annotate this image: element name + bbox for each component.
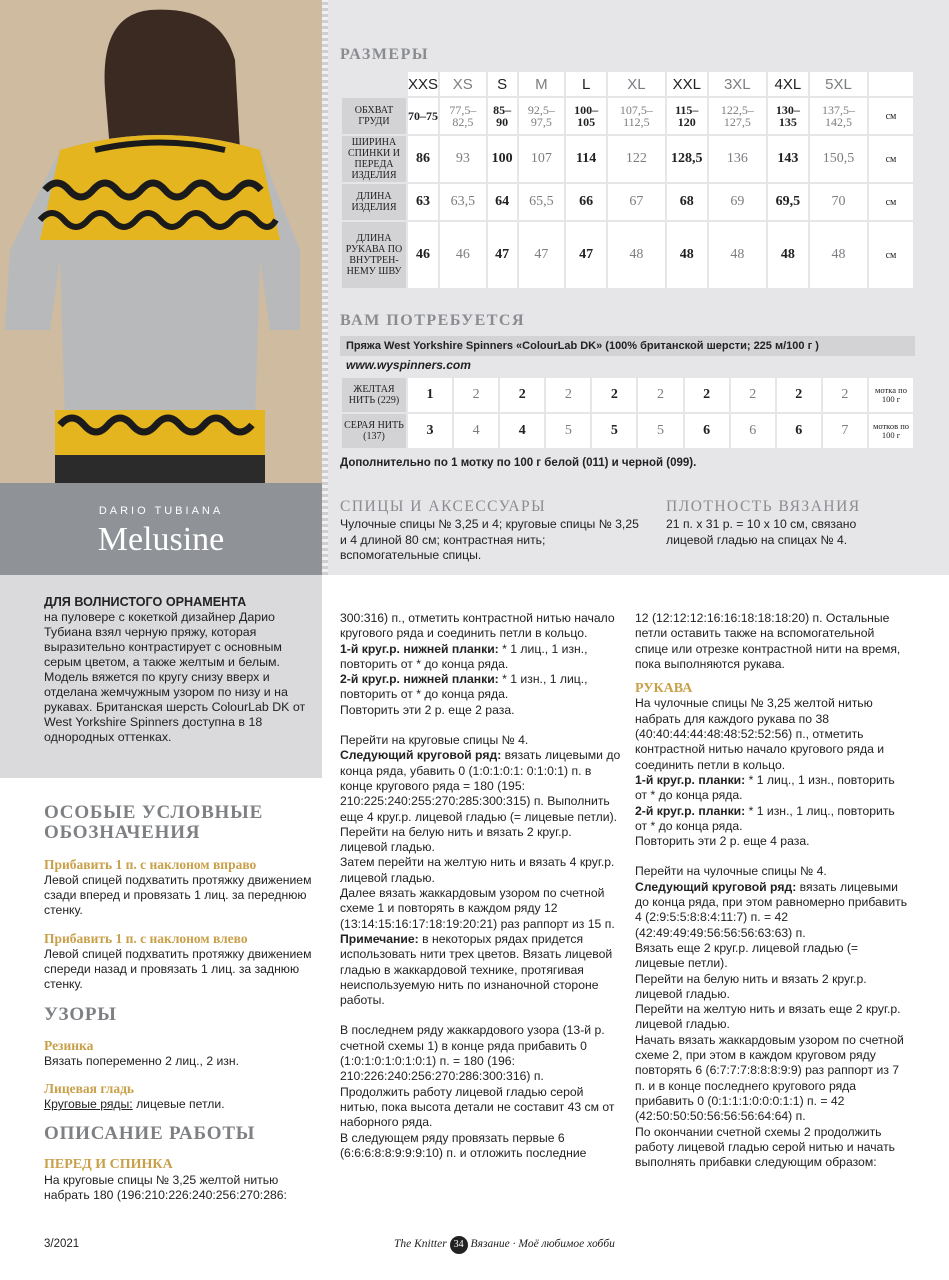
cell: 2 [500, 378, 544, 412]
cell: 68 [667, 184, 707, 220]
para [635, 773, 910, 804]
unit: см [869, 136, 913, 182]
body-text: На круговые спицы № 3,25 желтой нитью набрать 180 (196:210:226:240:256:270:286: [44, 1172, 287, 1202]
chest-row [342, 98, 913, 134]
rounds-label: Круговые ряды: [44, 1097, 133, 1112]
cell: 69 [709, 184, 766, 220]
cell: 86 [408, 136, 438, 182]
unit: см [869, 184, 913, 220]
sizes-table [340, 70, 915, 290]
cell: 143 [768, 136, 808, 182]
cell: 100 [488, 136, 517, 182]
rib-text: Вязать попеременно 2 лиц., 2 изн. [44, 1054, 239, 1069]
cell: 122,5–127,5 [709, 98, 766, 134]
size-xxs: XXS [408, 72, 438, 96]
bold-lead: 2-й круг.р. планки: [635, 803, 746, 818]
para: 300:316) п., отметить контрастной нитью начало кругового ряда и соединить петли в кольцо. [340, 611, 615, 641]
magazine-name: The Knitter [394, 1238, 447, 1250]
para: Перейти на желтую нить и вязать еще 2 круг.р. лицевой гладью. [635, 1002, 901, 1032]
cell: 6 [685, 414, 729, 448]
cell: 137,5–142,5 [810, 98, 867, 134]
para: Перейти на чулочные спицы № 4. [635, 864, 827, 879]
cell: 48 [608, 222, 665, 288]
grey-row [342, 414, 913, 448]
para: В последнем ряду жаккардового узора (13-й р. счетной схемы 1) в конце ряда прибавить 0 (1:0:1:0:1:0:1:0:1) п. = 180 (196: 210:226:240:256:270:286:300:316) п. [340, 1023, 605, 1084]
para: Продолжить работу лицевой гладью серой нитью, пока высота детали не составит 43 см от наборного ряда. [340, 1084, 615, 1130]
cell: 69,5 [768, 184, 808, 220]
cell: 92,5–97,5 [519, 98, 565, 134]
unit: см [869, 222, 913, 288]
row-label: ШИРИНА СПИНКИ И ПЕРЕДА ИЗДЕЛИЯ [342, 136, 406, 182]
para [340, 748, 622, 824]
cell: 2 [777, 378, 821, 412]
size-3xl: 3XL [709, 72, 766, 96]
cell: 93 [440, 136, 486, 182]
width-row [342, 136, 913, 182]
cell: 128,5 [667, 136, 707, 182]
cell: 2 [454, 378, 498, 412]
abbr-title: ОСОБЫЕ УСЛОВНЫЕ ОБОЗНАЧЕНИЯ [44, 802, 264, 843]
footer-masthead [394, 1236, 615, 1254]
stockinette-text [44, 1097, 314, 1112]
para-text: вязать лицевыми до конца ряда, при этом равномерно прибавить 4 (2:9:5:5:8:8:4:11:7) п. = 42 (42:49:49:49:56:56:56:63:63) п. [635, 879, 908, 940]
work-title: ОПИСАНИЕ РАБОТЫ [44, 1122, 256, 1144]
para-text: в некоторых рядах придется использовать нити трех цветов. Вязать лицевой гладью в жаккардовой технике, протягивая неиспользуемую нить по изнаночной стороне работы. [340, 931, 613, 1008]
cell: 122 [608, 136, 665, 182]
para [340, 672, 622, 703]
page-number: 34 [450, 1236, 468, 1254]
rounds-text: лицевые петли. [132, 1097, 225, 1112]
cell: 115–120 [667, 98, 707, 134]
issue-number: 3/2021 [44, 1238, 80, 1250]
bold-lead: 1-й круг.р. планки: [635, 772, 746, 787]
cell: 107,5–112,5 [608, 98, 665, 134]
para: По окончании счетной схемы 2 продолжить работу лицевой гладью серой нитью и начать выполнять прибавки следующим образом: [635, 1124, 895, 1170]
para: Далее вязать жаккардовым узором по счетной схеме 1 и повторять в каждом ряду 12 (13:14:15:16:17:18:19:20:21) раз раппорт из 15 п. [340, 886, 615, 931]
gauge-title: ПЛОТНОСТЬ ВЯЗАНИЯ [666, 498, 861, 515]
yarn-url: www.wyspinners.com [346, 358, 471, 372]
cell: 1 [408, 378, 452, 412]
cell: 48 [768, 222, 808, 288]
cell: 65,5 [519, 184, 565, 220]
needles-text: Чулочные спицы № 3,25 и 4; круговые спицы № 3,25 и 4 длиной 80 см; контрастная нить; вспомогательные спицы. [340, 517, 639, 562]
size-xl: XL [608, 72, 665, 96]
cell: 46 [440, 222, 486, 288]
size-4xl: 4XL [768, 72, 808, 96]
size-m: M [519, 72, 565, 96]
cell: 5 [638, 414, 682, 448]
cell: 6 [777, 414, 821, 448]
intro-lead: ДЛЯ ВОЛНИСТОГО ОРНАМЕНТА [44, 595, 247, 609]
para-text: * 1 изн., 1 лиц., повторить от * до конца ряда. [340, 672, 588, 702]
para: Перейти на круговые спицы № 4. [340, 733, 529, 748]
bold-lead: Следующий круговой ряд: [635, 879, 797, 894]
cell: 85–90 [488, 98, 517, 134]
cell: 114 [566, 136, 606, 182]
para-text: вязать лицевыми до конца ряда, убавить 0 (1:0:1:0:1: 0:1:0:1) п. в конце кругового ряда = 180 (195: 210:225:240:255:270:285:300:315) п. Выполнить еще 4 круг.р. лицевой гладью (= лицевые петли). [340, 748, 621, 824]
para: Повторить эти 2 р. еще 2 раза. [340, 702, 515, 717]
size-s: S [488, 72, 517, 96]
cell: 47 [488, 222, 517, 288]
cell: 66 [566, 184, 606, 220]
row-label: ЖЕЛТАЯ НИТЬ (229) [342, 378, 406, 412]
length-row [342, 184, 913, 220]
cell: 2 [546, 378, 590, 412]
row-label: ОБХВАТ ГРУДИ [342, 98, 406, 134]
sweater-illustration [0, 0, 322, 483]
cell: 7 [823, 414, 867, 448]
cell: 47 [519, 222, 565, 288]
cell: 70–75 [408, 98, 438, 134]
para: Повторить эти 2 р. еще 4 раза. [635, 834, 810, 849]
cell: 100–105 [566, 98, 606, 134]
row-label: ДЛИНА РУКАВА ПО ВНУТРЕН-НЕМУ ШВУ [342, 222, 406, 288]
bold-lead: Следующий круговой ряд: [340, 748, 502, 763]
cell: 6 [731, 414, 775, 448]
stockinette-title: Лицевая гладь [44, 1081, 135, 1097]
para-text: * 1 лиц., 1 изн., повторить от * до конца ряда. [340, 641, 588, 671]
cell: 77,5–82,5 [440, 98, 486, 134]
row-label: ДЛИНА ИЗДЕЛИЯ [342, 184, 406, 220]
para: Вязать еще 2 круг.р. лицевой гладью (= лицевые петли). [635, 940, 859, 971]
cell: 47 [566, 222, 606, 288]
patterns-title: УЗОРЫ [44, 1004, 117, 1026]
unit: мотков по 100 г [869, 414, 913, 448]
inc-left-text: Левой спицей подхватить протяжку движением спереди назад и провязать 1 лиц. за заднюю стенку. [44, 946, 312, 992]
sleeves-title: РУКАВА [635, 681, 693, 697]
right-column [635, 611, 910, 1170]
cell: 67 [608, 184, 665, 220]
extra-yarn: Дополнительно по 1 мотку по 100 г белой (011) и черной (099). [340, 457, 697, 469]
intro-box [0, 575, 322, 778]
para [635, 880, 910, 941]
cell: 70 [810, 184, 867, 220]
specs-panel [322, 0, 949, 575]
cell: 63,5 [440, 184, 486, 220]
para: Затем перейти на желтую нить и вязать 4 круг.р. лицевой гладью. [340, 855, 615, 885]
pattern-name: Melusine [97, 521, 225, 558]
unit: мотка по 100 г [869, 378, 913, 412]
cell: 130–135 [768, 98, 808, 134]
sleeve-row [342, 222, 913, 288]
para-text: * 1 лиц., 1 изн., повторить от * до конца ряда. [635, 772, 895, 803]
para: 12 (12:12:12:16:16:18:18:18:20) п. Остальные петли оставить также на вспомогательной спице или отрезке контрастной нити на время, пока выполняются рукава. [635, 611, 901, 671]
size-header-row [342, 72, 913, 96]
cell: 150,5 [810, 136, 867, 182]
cell: 2 [731, 378, 775, 412]
cell: 63 [408, 184, 438, 220]
para-text: * 1 изн., 1 лиц., повторить от * до конца ряда. [635, 803, 895, 833]
row-label: СЕРАЯ НИТЬ (137) [342, 414, 406, 448]
cell: 5 [592, 414, 636, 448]
materials-title: ВАМ ПОТРЕБУЕТСЯ [340, 312, 526, 329]
yarn-table [340, 376, 915, 450]
yellow-row [342, 378, 913, 412]
cell: 136 [709, 136, 766, 182]
yarn-description: Пряжа West Yorkshire Spinners «ColourLab DK» (100% британской шерсти; 225 м/100 г ) [340, 336, 915, 356]
size-l: L [566, 72, 606, 96]
para: В следующем ряду провязать первые 6 (6:6:6:8:8:9:9:9:10) п. и отложить последние [340, 1130, 587, 1160]
para: Начать вязать жаккардовым узором по счетной схеме 2, при этом в каждом круговом ряду повторять 6 (6:7:7:7:8:8:8:9:9) раз раппорт из 7 п. и в конце последнего кругового ряда прибавить 0 (0:1:1:1:0:0:0:1:1) п. = 42 (42:50:50:50:56:56:56:64:64) п. [635, 1032, 904, 1124]
size-5xl: 5XL [810, 72, 867, 96]
cell: 46 [408, 222, 438, 288]
para: Перейти на белую нить и вязать 2 круг.р. лицевой гладью. [635, 971, 867, 1001]
cell: 3 [408, 414, 452, 448]
body-title: ПЕРЕД И СПИНКА [44, 1156, 173, 1172]
para [635, 804, 910, 835]
para: На чулочные спицы № 3,25 желтой нитью набрать для каждого рукава по 38 (40:40:44:44:48:48:52:52:56) п., отметить контрастной нитью начало кругового ряда и соединить петли в кольцо. [635, 696, 885, 772]
intro-text: на пуловере с кокеткой дизайнер Дарио Тубиана взял черную пряжу, которая выразительно контрастирует с основным серым цветом, а также желтым и белым. Модель вяжется по кругу снизу вверх и отделана жемчужным узором по низу и на рукавах. Британская шерсть ColourLab DK от West Yorkshire Spinners доступна в 18 однородных оттенках. [44, 610, 306, 744]
cell: 64 [488, 184, 517, 220]
inc-right-title: Прибавить 1 п. с наклоном вправо [44, 857, 257, 872]
para: Перейти на белую нить и вязать 2 круг.р. лицевой гладью. [340, 824, 572, 855]
bold-lead: 1-й круг.р. нижней планки: [340, 641, 499, 656]
designer-name: DARIO TUBIANA [98, 505, 224, 517]
needles-title: СПИЦЫ И АКСЕССУАРЫ [340, 498, 547, 515]
inc-left-title: Прибавить 1 п. с наклоном влево [44, 930, 248, 946]
cell: 2 [685, 378, 729, 412]
cell: 48 [810, 222, 867, 288]
left-column [44, 803, 314, 1203]
brand-box [0, 483, 322, 575]
tagline: Вязание · Моё любимое хобби [470, 1238, 615, 1250]
cell: 5 [546, 414, 590, 448]
cell: 4 [454, 414, 498, 448]
size-xs: XS [440, 72, 486, 96]
middle-column [340, 611, 622, 1161]
sizes-title: РАЗМЕРЫ [340, 46, 430, 63]
cell: 107 [519, 136, 565, 182]
cell: 2 [823, 378, 867, 412]
cell: 48 [667, 222, 707, 288]
size-xxl: XXL [667, 72, 707, 96]
unit: см [869, 98, 913, 134]
bold-lead: 2-й круг.р. нижней планки: [340, 672, 499, 687]
model-photo [0, 0, 322, 483]
rib-title: Резинка [44, 1038, 94, 1054]
inc-right-text: Левой спицей подхватить протяжку движением сзади вперед и провязать 1 лиц. за переднюю стенку. [44, 873, 312, 918]
cell: 2 [592, 378, 636, 412]
cell: 2 [638, 378, 682, 412]
bold-lead: Примечание: [340, 931, 419, 946]
para [340, 932, 622, 1008]
para [340, 642, 622, 673]
cell: 48 [709, 222, 766, 288]
gauge-text: 21 п. х 31 р. = 10 х 10 см, связано лицевой гладью на спицах № 4. [666, 517, 857, 547]
cell: 4 [500, 414, 544, 448]
